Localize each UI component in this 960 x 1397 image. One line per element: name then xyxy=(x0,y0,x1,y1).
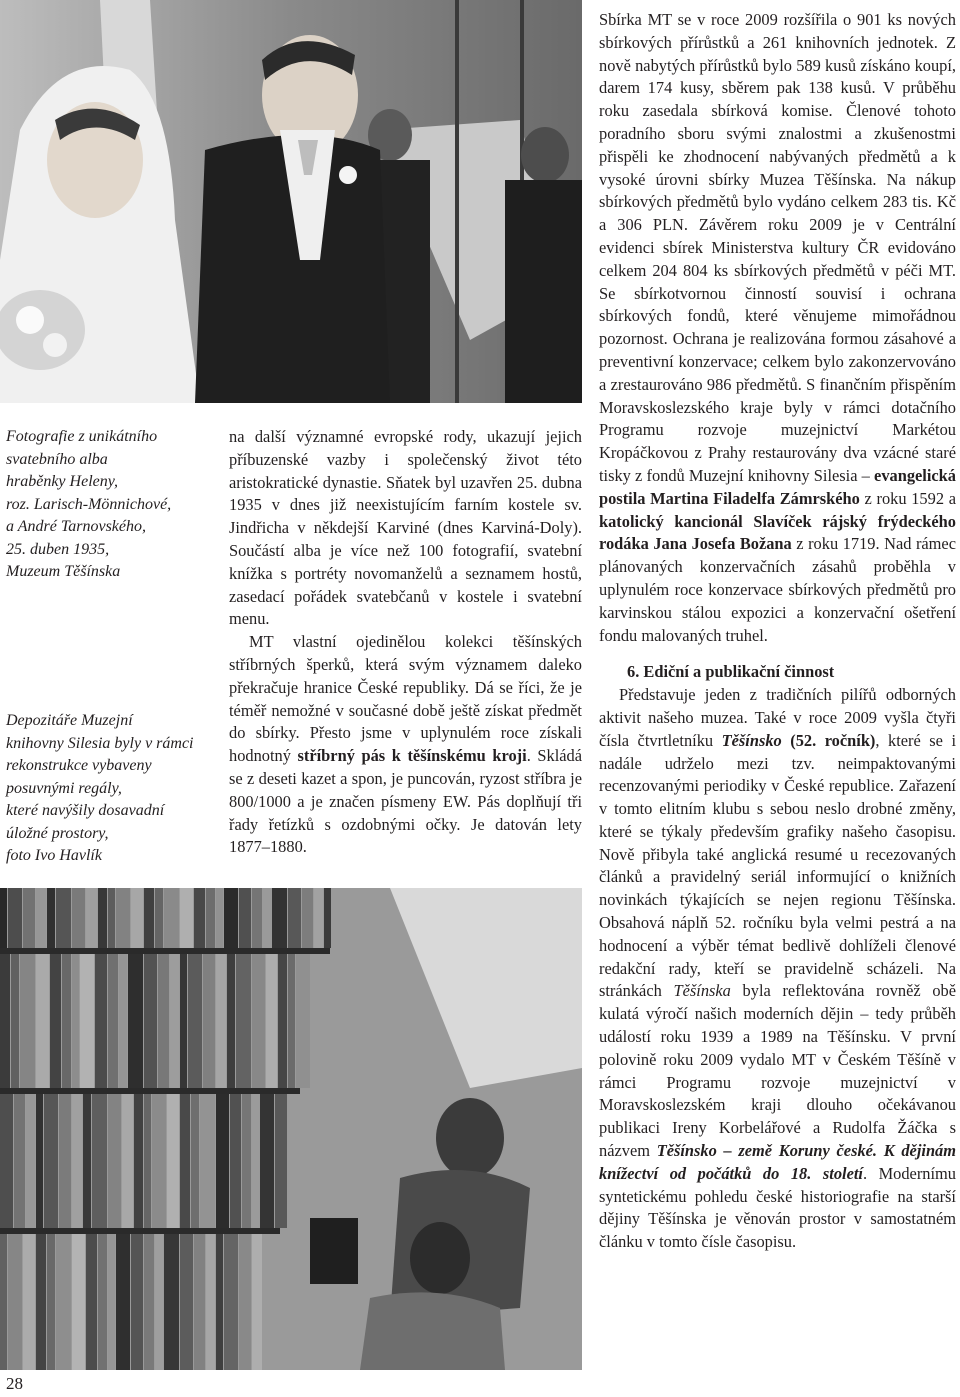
text-run: Sbírka MT se v roce 2009 rozšířila o 901 ks nových sbírkových přírůstků a 261 knihovních jednotek. Z nově nabytých přírůstků bylo 589 kusů získáno koupí, darem 174 kusy, sběrem pak 138 kusů. V průběhu roku zasedala sbírková komise. Členové tohoto poradního sboru svými znalostmi a zkušenostmi přispěli ke zhodnocení nabývaných předmětů a k vysoké úrovni sbírky Muzea Těšínska. Na nákup sbírkových předmětů bylo vydáno celkem 283 tis. Kč a 306 PLN. Závěrem roku 2009 je v Centrální evidenci sbírek Ministerstva kultury ČR evidováno celkem 204 804 ks sbírkových předmětů v péči MT. Se sbírkotvornou činností souvisí i ochrana sbírkových fondů, které věnujeme mimořádnou pozornost. Ochrana je realizována formou zásahové a preventivní konzervace; celkem bylo zakonzervováno a zrestaurováno 986 předmětů. S finančním přispěním Moravskoslezského kraje byly v rámci dotačního Programu rozvoje muzejnictví Markétou Kropáčkovou z Prahy restaurovány dva vzácné staré tisky z fondů Muzejní knihovny Silesia – xyxy=(599,10,956,485)
library-photo xyxy=(0,888,582,1370)
caption-line: roz. Larisch-Mönnichové, xyxy=(6,495,172,513)
section-heading: 6. Ediční a publikační činnost xyxy=(627,662,835,682)
text-run: z roku 1592 a xyxy=(859,488,956,508)
caption-line: Fotografie z unikátního xyxy=(6,428,158,445)
wedding-photo xyxy=(0,0,582,403)
paragraph xyxy=(599,9,956,647)
paragraph xyxy=(229,631,582,859)
italic-text: Těšínska xyxy=(673,981,731,1001)
caption-line: Muzeum Těšínska xyxy=(6,563,121,580)
bold-text: evangelická postila Martina Filadelfa Zámrského xyxy=(599,465,956,508)
text-run: z roku 1719. Nad rámec plánovaných konzervačních zásahů proběhla v uplynulém roce konzervace sbírkových předmětů pro karvinskou stálou expozici a konzervační ošetření fondu malovaných truhel. xyxy=(599,534,956,645)
caption-line: posuvnými regály, xyxy=(6,779,122,797)
bold-italic-text: Těšínsko – země Koruny české. K dějinám knížectví od počátků do 18. století xyxy=(599,1141,956,1183)
text-run: , které se i nadále udrželo mezi tzv. neimpaktovanými recenzovanými periodiky v České republice. Zařazení v tomto elitním klubu s sebou neslo drobné změny, které se týkaly především grafiky našeho časopisu. Nově přibyla také anglická resumé u recezovaných článků a pravidelný seriál informující o knižních novinkách týkajících se nejen regionu Těšínska. Obsahová náplň 52. ročníku byla velmi pestrá a na hodnocení a výběr témat bedlivě dohlíželi členové redakční rady, kteří se pravidelně scházeli. Na stránkách xyxy=(599,730,957,1001)
text-run: . Skládá se z deseti kazet a spon, je puncován, ryzost stříbra je 800/1000 a je značen písmeny EW. Pás doplňují tři řady řetízků s ozdobnými očky. Je datován lety 1877–1880. xyxy=(229,746,582,857)
text-run: byla reflektována rovněž obě kulatá výročí našich moderních dějin – tedy průběh událostí roku 1939 a 1989 na Těšínsku. V první polovině roku 2009 vydalo MT v Českém Těšíně v rámci Programu rozvoje muzejnictví v Moravskoslezském kraji dlouho očekávanou publikaci Ireny Korbelářové a Rudolfa Žáčka s názvem xyxy=(599,981,956,1161)
paragraph xyxy=(599,684,956,1254)
caption-line: úložné prostory, xyxy=(6,824,109,842)
caption-line: Depozitáře Muzejní xyxy=(6,712,133,729)
page-number: 28 xyxy=(6,1374,23,1393)
text-run: . Modernímu syntetickému pohledu české historiografie na starší dějiny Těšínska je věnován prostor v samostatném článku v tomto čísle časopisu. xyxy=(599,1163,956,1252)
caption-line: knihovny Silesia byly v rámci xyxy=(6,734,194,752)
library-photo-caption xyxy=(6,710,206,868)
article-right-column xyxy=(599,9,956,1254)
text-run: MT vlastní ojedinělou kolekci těšínských stříbrných šperků, která svým významem daleko překračuje hranice České republiky. Dá se říci, že je téměř nemožné v současné době ještě získat předmět do sbírky. Přesto jsme v uplynulém roce získali hodnotný xyxy=(229,632,582,766)
bold-italic-text: Těšínsko xyxy=(721,730,782,750)
caption-line: které navýšily dosavadní xyxy=(6,802,165,819)
wedding-photo-caption xyxy=(6,426,206,584)
caption-line: a André Tarnovského, xyxy=(6,518,146,535)
article-middle-column xyxy=(229,426,582,859)
text-run: Představuje jeden z tradičních pilířů odborných aktivit našeho muzea. Také v roce 2009 vyšla čtyři čísla čtvrtletníku xyxy=(599,685,956,750)
caption-line: svatebního alba xyxy=(6,450,108,468)
bold-text: stříbrný pás k těšínskému kroji xyxy=(297,746,527,766)
bold-text: (52. ročník) xyxy=(781,730,876,750)
paragraph: na další významné evropské rody, ukazují jejich příbuzenské vazby i společenský život této aristokratické dynastie. Sňatek byl uzavřen 25. dubna 1935 v dnes již neexistujícím farním kostele sv. Jindřicha v někdejší Karviné (dnes Karviná-Doly). Součástí alba je více než 100 fotografií, svatební knížka s portréty novomanželů a seznamem hostů, zasedací pořádek svatebčanů v kostele i svatební menu. xyxy=(229,427,582,629)
caption-line: foto Ivo Havlík xyxy=(6,847,102,864)
caption-line: hraběnky Heleny, xyxy=(6,473,118,490)
bold-text: katolický kancionál Slavíček rájský frýdeckého rodáka Jana Josefa Božana xyxy=(599,511,956,554)
caption-line: rekonstrukce vybaveny xyxy=(6,757,152,774)
caption-line: 25. duben 1935, xyxy=(6,540,110,558)
